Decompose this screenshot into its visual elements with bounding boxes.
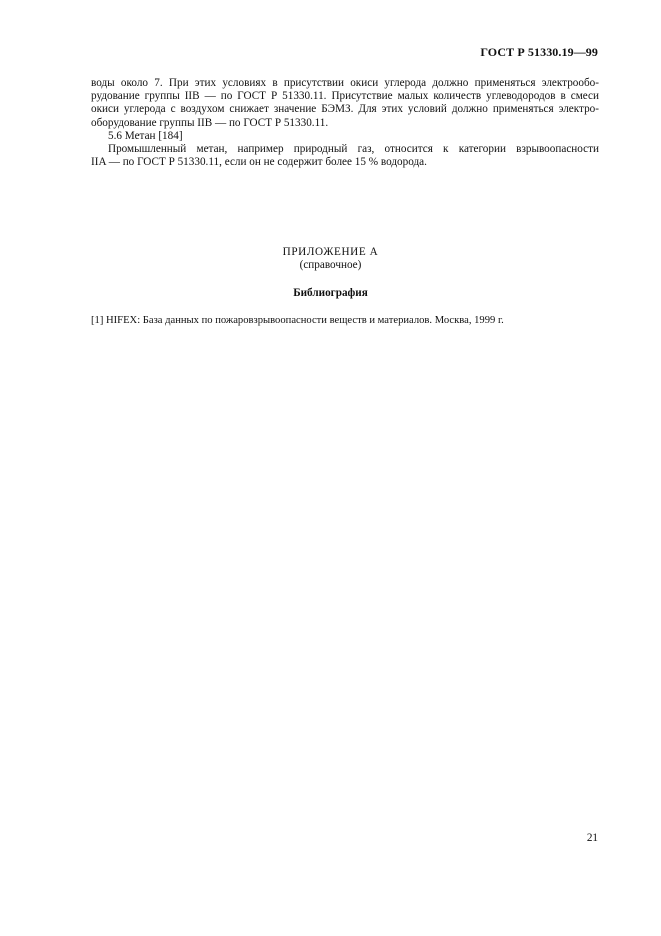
appendix-title: ПРИЛОЖЕНИЕ А	[282, 246, 379, 258]
body-line-3: окиси углерода с воздухом снижает значение БЭМЗ. Для этих условий должно применяться электро-	[91, 103, 599, 116]
section-heading-5-6: 5.6 Метан [184]	[108, 129, 183, 142]
bibliography-heading: Библиография	[293, 287, 368, 299]
page-number: 21	[586, 832, 598, 844]
document-code-header: ГОСТ Р 51330.19—99	[480, 45, 598, 59]
body-line-6: Промышленный метан, например природный газ, относится к категории взрывоопасности	[108, 143, 599, 156]
body-line-4: оборудование группы IIB — по ГОСТ Р 51330.11.	[91, 116, 329, 129]
appendix-header	[0, 246, 661, 272]
bibliography-entry: [1] HIFEX: База данных по пожаровзрывоопасности веществ и материалов. Москва, 1999 г.	[91, 315, 504, 326]
body-line-2: рудование группы IIB — по ГОСТ Р 51330.11. Присутствие малых количеств углеводородов в смеси	[91, 90, 599, 103]
body-text	[91, 77, 599, 169]
body-line-7: IIA — по ГОСТ Р 51330.11, если он не содержит более 15 % водорода.	[91, 156, 427, 169]
body-line-1: воды около 7. При этих условиях в присутствии окиси углерода должно применяться электрообо-	[91, 77, 599, 89]
appendix-subtitle: (справочное)	[299, 259, 362, 271]
